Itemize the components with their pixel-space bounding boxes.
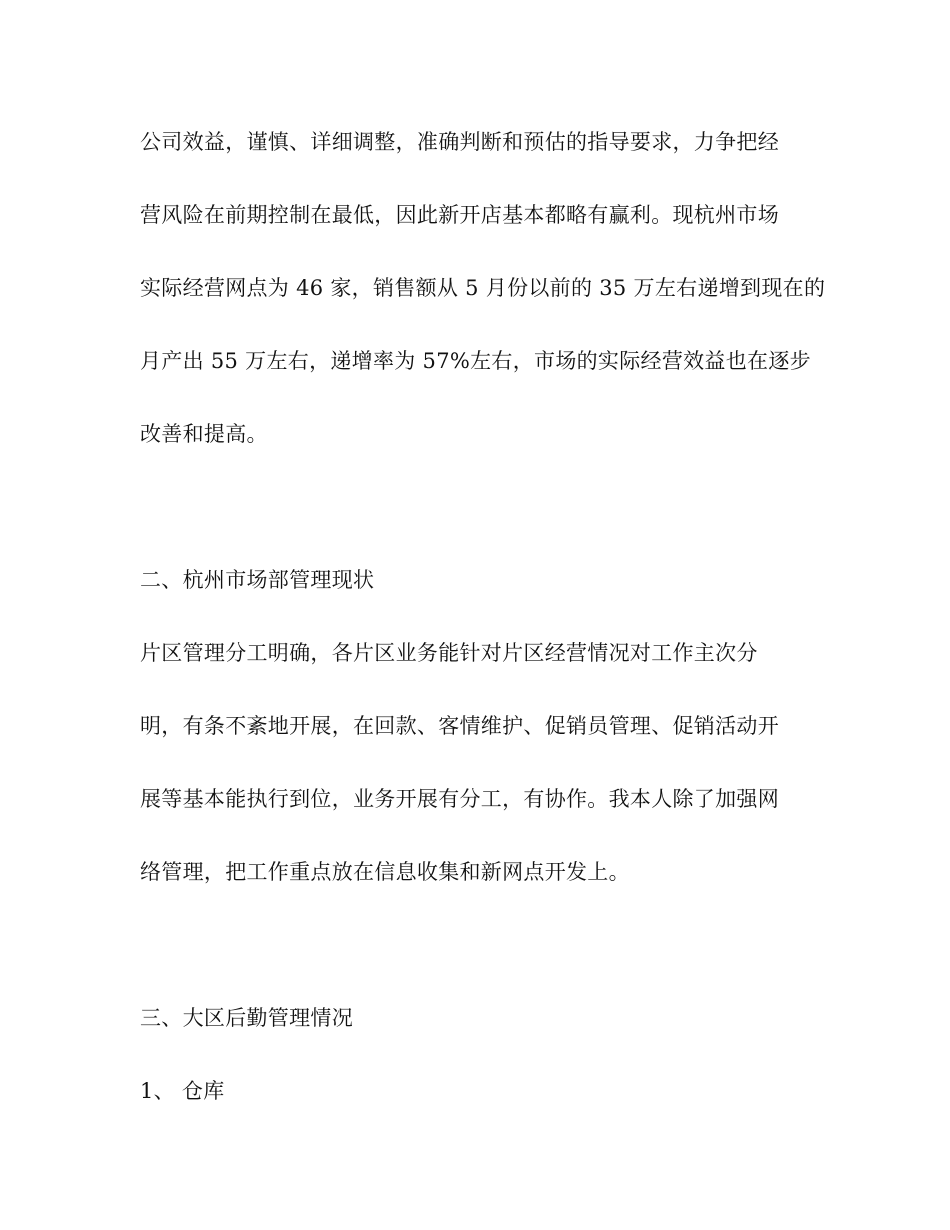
paragraph-line: 明，有条不紊地开展，在回款、客情维护、促销员管理、促销活动开 bbox=[140, 714, 779, 738]
paragraph-line: 展等基本能执行到位，业务开展有分工，有协作。我本人除了加强网 bbox=[140, 787, 779, 811]
paragraph-line: 实际经营网点为 46 家，销售额从 5 月份以前的 35 万左右递增到现在的 bbox=[140, 276, 826, 300]
section-heading: 二、杭州市场部管理现状 bbox=[140, 568, 375, 592]
subsection-heading: 1、 仓库 bbox=[140, 1079, 225, 1103]
paragraph-line: 络管理，把工作重点放在信息收集和新网点开发上。 bbox=[140, 860, 630, 884]
paragraph-line: 月产出 55 万左右，递增率为 57%左右，市场的实际经营效益也在逐步 bbox=[140, 349, 811, 373]
paragraph-line: 公司效益，谨慎、详细调整，准确判断和预估的指导要求，力争把经 bbox=[140, 130, 779, 154]
paragraph-line: 改善和提高。 bbox=[140, 422, 268, 446]
paragraph-line: 营风险在前期控制在最低，因此新开店基本都略有赢利。现杭州市场 bbox=[140, 203, 779, 227]
section-heading: 三、大区后勤管理情况 bbox=[140, 1006, 353, 1030]
paragraph-line: 片区管理分工明确，各片区业务能针对片区经营情况对工作主次分 bbox=[140, 641, 758, 665]
